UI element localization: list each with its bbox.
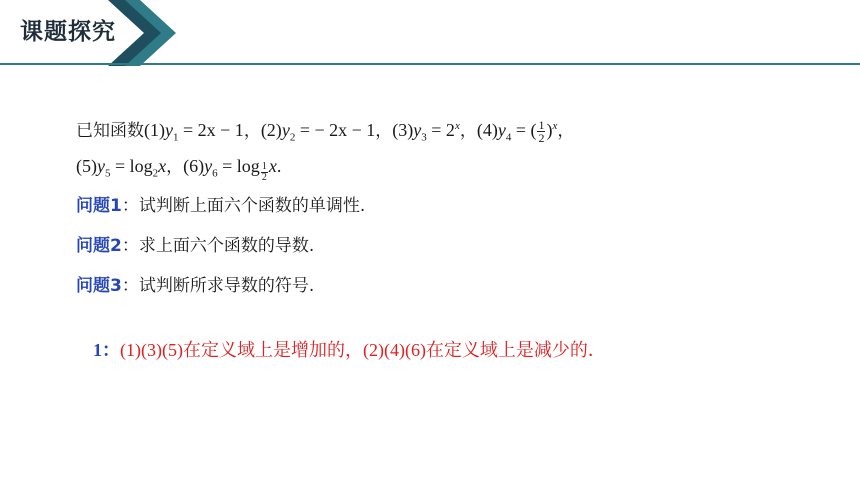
answer-part1-text: 在定义域上是增加的， — [182, 340, 363, 361]
intro-line-1: 已知函数$(1)y_1 = 2x - 1$，$(2)y_2$ = − 2x − 1，$(3)y_3 = 2^x$，$(4)y_4$ = ( $\frac{1}{2}$ )$^x$， — [76, 118, 575, 146]
answer-part2-math: (2)(4)(6) — [362, 340, 426, 360]
content-area — [76, 106, 846, 306]
question-2-label: 问题2 — [76, 236, 122, 256]
function-4: $(4)y_4$ = ( $\frac{1}{2}$ )$^x$ — [476, 118, 558, 146]
function-2: $(2)y_2$ = − 2x − 1 — [260, 120, 376, 144]
function-5: $(5)y_5 = \log_2x$ — [76, 156, 167, 180]
question-3: 问题3：试判断所求导数的符号. — [76, 276, 315, 296]
answer-part2-text: 在定义域上是减少的． — [425, 340, 606, 361]
answer-1 — [93, 330, 606, 370]
function-6: $(6)y_6 = \log$ $\frac{1}{2}$ x — [183, 156, 277, 183]
question-1: 问题1：试判断上面六个函数的单调性. — [76, 196, 366, 216]
page-title: 课题探究 — [20, 19, 116, 45]
intro-line-2: $(5)y_5 = \log_2x$，$(6)y_6 = \log$ $\frac{1}{2}$ x. — [76, 156, 282, 183]
function-1: $(1)y_1 = 2x - 1$ — [144, 120, 244, 144]
intro-prefix: 已知函数 — [76, 121, 144, 141]
question-1-label: 问题1 — [76, 196, 122, 216]
question-3-text: 试判断所求导数的符号. — [138, 276, 315, 296]
answer-number: 1： — [93, 340, 120, 360]
header-banner — [0, 0, 860, 70]
question-3-label: 问题3 — [76, 276, 122, 296]
answer-part1-math: (1)(3)(5) — [120, 340, 183, 360]
question-2: 问题2：求上面六个函数的导数. — [76, 236, 315, 256]
question-2-text: 求上面六个函数的导数. — [138, 236, 315, 256]
function-3: $(3)y_3 = 2^x$ — [392, 120, 460, 144]
question-1-text: 试判断上面六个函数的单调性. — [138, 196, 366, 216]
